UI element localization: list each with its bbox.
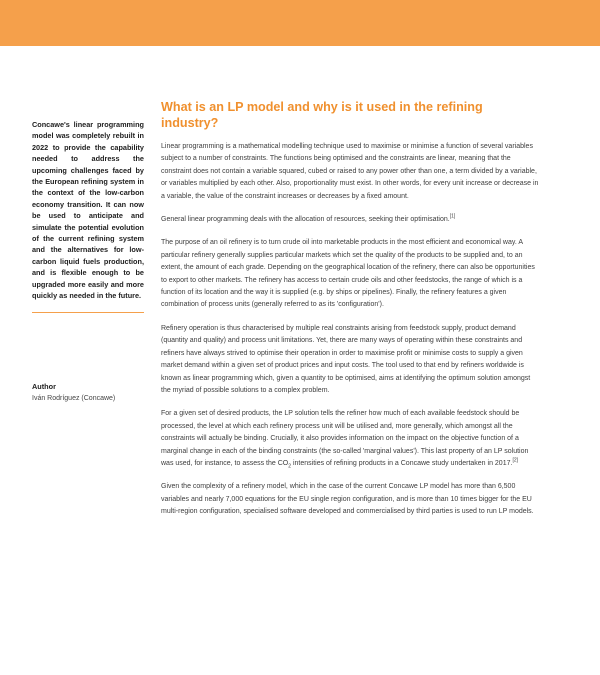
- paragraph-5: [161, 408, 541, 470]
- paragraph-6: Given the complexity of a refinery model, which in the case of the current Concawe LP model has more than 6,500 variables and nearly 7,000 equations for the EU single region configuration, and is more than 10 times bigger for the EU multi-region configuration, specialised software developed and commercialised by third parties is used to run LP models.: [161, 483, 534, 516]
- author-block: [32, 382, 144, 402]
- article-body: [161, 99, 541, 530]
- paragraph-5-text-a: For a given set of desired products, the LP solution tells the refiner how much of each available feedstock should be processed, the level at which each refinery process unit will be utilised and, more generally, which amongst all the constraints will actually be binding. Crucially, it also provides information on the impact on the objective function of a marginal change in each of the binding constraints (the so-called 'marginal values'). This last property of an LP solution was used, for instance, to assess the CO: [161, 410, 529, 467]
- reference-1: [1]: [449, 213, 456, 220]
- author-heading: Author: [32, 382, 56, 391]
- sidebar-summary: [32, 119, 144, 313]
- reference-2: [2]: [512, 457, 518, 464]
- author-name: Iván Rodríguez (Concawe): [32, 395, 116, 402]
- paragraph-5-text-b: intensities of refining products in a Concawe study undertaken in 2017.: [291, 459, 513, 467]
- co2-subscript: 2: [288, 463, 292, 470]
- paragraph-2-text: General linear programming deals with the allocation of resources, seeking their optimisation.: [161, 216, 450, 224]
- article-title: What is an LP model and why is it used in the refining industry?: [161, 100, 483, 130]
- summary-text: Concawe's linear programming model was completely rebuilt in 2022 to provide the capability needed to address the upcoming challenges faced by the European refining system in the context of the low-carbon economy transition. It can now be used to anticipate and simulate the potential evolution of the current refining system and the alternatives for low-carbon liquid fuels production, and is flexible enough to be upgraded more easily and more quickly as needed in the future.: [32, 119, 144, 313]
- paragraph-2: [161, 214, 541, 226]
- paragraph-4: Refinery operation is thus characterised by multiple real constraints arising from feedstock supply, product demand (quantity and quality) and process unit limitations. Yet, there are many ways of operating within these constraints and refiners have always strived to optimise their operation in order to maximise profit or minimise costs to supply a given market demand within a given set of product prices and input costs. The tool used to that end by refiners worldwide is known as linear programming which, given a quantity to be optimised, aims at identifying the optimum solution amongst the myriad of possible solutions to a complex problem.: [161, 324, 531, 394]
- paragraph-3: The purpose of an oil refinery is to turn crude oil into marketable products in the most efficient and economical way. A particular refinery generally supplies particular markets which set the quality of the products to be supplied and, to an extent, the amount of each grade. Depending on the geographical location of the refinery, there can also be opportunities to export to other markets. The refinery has access to certain crude oils and other feedstocks, the range of which is a function of its location and the way it is supplied (e.g. by ships or pipelines). Finally, the refinery features a given combination of process units (generally referred to as its 'configuration').: [161, 239, 535, 309]
- header-band: [0, 0, 600, 46]
- paragraph-1: Linear programming is a mathematical modelling technique used to maximise or minimise a function of several variables subject to a number of constraints. The functions being optimised and the constraints are linear, meaning that the constraint does not contain a variable squared, cubed or raised to any power other than one, a term divided by a variable, or variables multiplied by each other. Also, proportionality must exist. In other words, for every unit increase or decrease in a variable, the value of the constraint increases or decreases by a fixed amount.: [161, 143, 539, 200]
